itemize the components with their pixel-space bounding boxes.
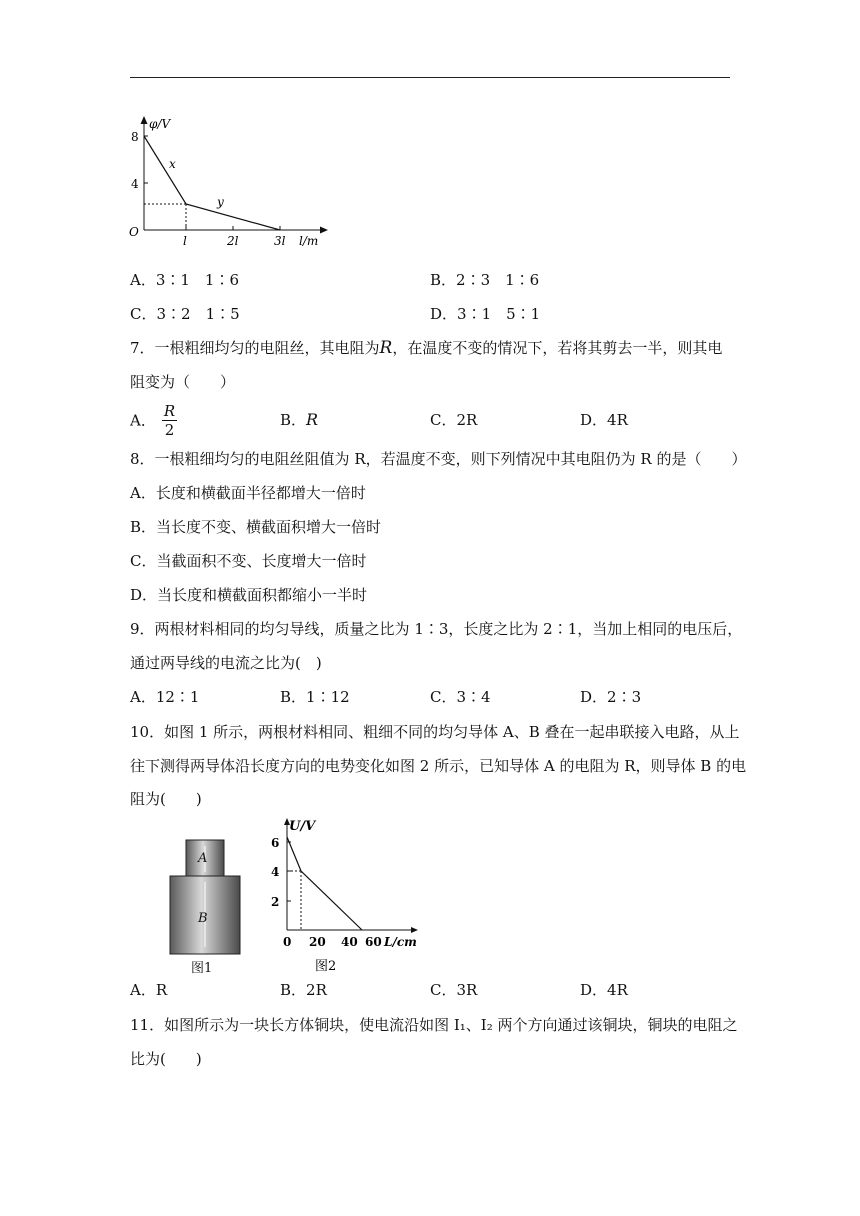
potential-graph — [125, 112, 335, 252]
graph2-y-tick: 4 — [271, 865, 280, 879]
stacked-conductors-figure — [160, 832, 250, 977]
graph-y-label: φ/V — [149, 117, 171, 131]
graph2-x-tick: 60 — [365, 935, 382, 949]
q11-stem-line1: 11．如图所示为一块长方体铜块，使电流沿如图 I₁、I₂ 两个方向通过该铜块，铜块的电阻之 — [130, 1016, 738, 1034]
graph2-y-tick: 2 — [271, 895, 280, 909]
q8-stem: 8．一根粗细均匀的电阻丝阻值为 R，若温度不变，则下列情况中其电阻仍为 R 的是（ ） — [130, 450, 747, 468]
graph2-y-label: U/V — [289, 819, 316, 834]
q7-option-b: B．R — [280, 410, 319, 429]
q7-stem-line1: 7．一根粗细均匀的电阻丝，其电阻为R，在温度不变的情况下，若将其剪去一半，则其电 — [130, 338, 723, 358]
graph2-x-tick: 20 — [309, 935, 326, 949]
segment-x-label: x — [169, 157, 176, 171]
graph-y-tick: 4 — [131, 177, 139, 191]
graph-y-tick: 8 — [131, 130, 139, 144]
q10-stem-line1: 10．如图 1 所示，两根材料相同、粗细不同的均匀导体 A、B 叠在一起串联接入电路，从上 — [130, 723, 740, 741]
q10-stem-line3: 阻为( ) — [130, 790, 202, 808]
q10-option-a: A．R — [130, 981, 168, 999]
q10-option-c: C．3R — [430, 981, 478, 999]
q8-option-d: D．当长度和横截面积都缩小一半时 — [130, 586, 368, 604]
figure2-caption: 图2 — [315, 959, 337, 974]
q11-stem-line2: 比为( ) — [130, 1050, 202, 1068]
segment-y-label: y — [217, 195, 224, 209]
q9-option-b: B．1∶12 — [280, 688, 350, 706]
graph2-x-tick: 0 — [283, 935, 292, 949]
graph2-x-label: L/cm — [384, 935, 417, 949]
graph-x-tick: l — [183, 234, 187, 248]
graph2-x-tick: 40 — [341, 935, 358, 949]
header-rule — [130, 77, 730, 78]
graph2-y-tick: 6 — [271, 836, 280, 850]
q9-option-d: D．2∶3 — [580, 688, 642, 706]
graph-x-tick: 2l — [227, 234, 239, 248]
q7-option-a: A． $\frac{R}{2}$ — [130, 402, 176, 439]
q6-option-c: C．3∶2 1∶5 — [130, 305, 240, 323]
q9-option-c: C．3∶4 — [430, 688, 491, 706]
q6-option-b: B．2∶3 1∶6 — [430, 271, 540, 289]
q8-option-b: B．当长度不变、横截面积增大一倍时 — [130, 518, 382, 536]
q9-stem-line1: 9．两根材料相同的均匀导线，质量之比为 1∶3，长度之比为 2∶1，当加上相同的电压后， — [130, 620, 743, 638]
q10-stem-line2: 往下测得两导体沿长度方向的电势变化如图 2 所示，已知导体 A 的电阻为 R，则导体 B 的电 — [130, 757, 747, 775]
conductor-a-label: A — [198, 851, 208, 866]
q10-option-b: B．2R — [280, 981, 327, 999]
graph-origin: O — [129, 225, 139, 239]
q9-option-a: A．12∶1 — [130, 688, 200, 706]
voltage-length-graph — [265, 812, 425, 977]
q6-option-d: D．3∶1 5∶1 — [430, 305, 541, 323]
q8-option-a: A．长度和横截面半径都增大一倍时 — [130, 484, 366, 502]
q7-option-d: D．4R — [580, 411, 628, 429]
graph-x-tick: 3l — [274, 234, 286, 248]
q7-option-c: C．2R — [430, 411, 478, 429]
q8-option-c: C．当截面积不变、长度增大一倍时 — [130, 552, 367, 570]
q6-option-a: A．3∶1 1∶6 — [130, 271, 240, 289]
graph-x-label: l/m — [299, 234, 319, 248]
q10-option-d: D．4R — [580, 981, 628, 999]
q9-stem-line2: 通过两导线的电流之比为( ) — [130, 654, 322, 672]
figure1-caption: 图1 — [191, 961, 213, 976]
conductor-b-label: B — [198, 911, 208, 926]
q7-stem-line2: 阻变为（ ） — [130, 373, 236, 391]
